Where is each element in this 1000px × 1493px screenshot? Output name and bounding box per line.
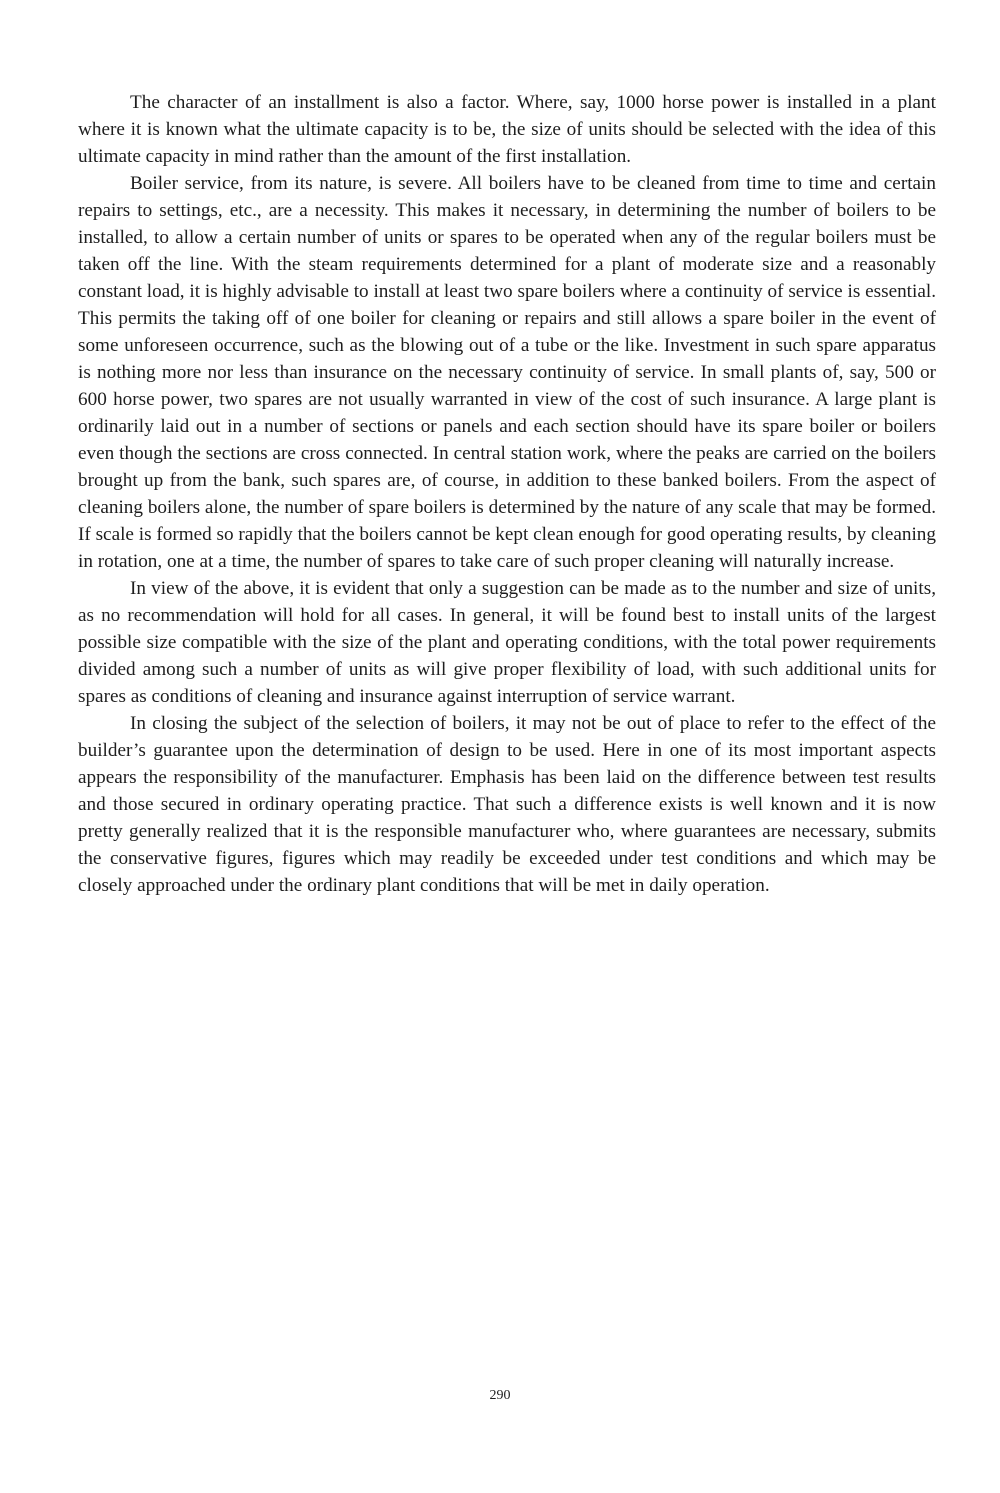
body-text xyxy=(78,89,936,899)
page-number: 290 xyxy=(489,1388,511,1403)
paragraph-number-and-size: In view of the above, it is evident that only a suggestion can be made as to the number and size of units, as no recommendation will hold for all cases. In general, it will be found best to install units of the largest possible size compatible with the size of the plant and operating conditions, with the total power requirements divided among such a number of units as will give proper flexibility of load, with such additional units for spares as conditions of cleaning and insurance against interruption of service warrant. xyxy=(78,578,936,707)
paragraph-installment-character: The character of an installment is also a factor. Where, say, 1000 horse power is installed in a plant where it is known what the ultimate capacity is to be, the size of units should be selected with the idea of this ultimate capacity in mind rather than the amount of the first installation. xyxy=(78,92,936,167)
paragraph-boiler-service: Boiler service, from its nature, is severe. All boilers have to be cleaned from time to time and certain repairs to settings, etc., are a necessity. This makes it necessary, in determining the number of boilers to be installed, to allow a certain number of units or spares to be operated when any of the regular boilers must be taken off the line. With the steam requirements determined for a plant of moderate size and a reasonably constant load, it is highly advisable to install at least two spare boilers where a continuity of service is essential. This permits the taking off of one boiler for cleaning or repairs and still allows a spare boiler in the event of some unforeseen occurrence, such as the blowing out of a tube or the like. Investment in such spare apparatus is nothing more nor less than insurance on the necessary continuity of service. In small plants of, say, 500 or 600 horse power, two spares are not usually warranted in view of the cost of such insurance. A large plant is ordinarily laid out in a number of sections or panels and each section should have its spare boiler or boilers even though the sections are cross connected. In central station work, where the peaks are carried on the boilers brought up from the bank, such spares are, of course, in addition to these banked boilers. From the aspect of cleaning boilers alone, the number of spare boilers is determined by the nature of any scale that may be formed. If scale is formed so rapidly that the boilers cannot be kept clean enough for good operating results, by cleaning in rotation, one at a time, the number of spares to take care of such proper cleaning will naturally increase. xyxy=(78,173,936,572)
paragraph-builders-guarantee: In closing the subject of the selection of boilers, it may not be out of place to refer to the effect of the builder’s guarantee upon the determination of design to be used. Here in one of its most important aspects appears the responsibility of the manufacturer. Emphasis has been laid on the difference between test results and those secured in ordinary operating practice. That such a difference exists is well known and it is now pretty generally realized that it is the responsible manufacturer who, where guarantees are necessary, submits the conservative figures, figures which may readily be exceeded under test conditions and which may be closely approached under the ordinary plant conditions that will be met in daily operation. xyxy=(78,713,936,896)
